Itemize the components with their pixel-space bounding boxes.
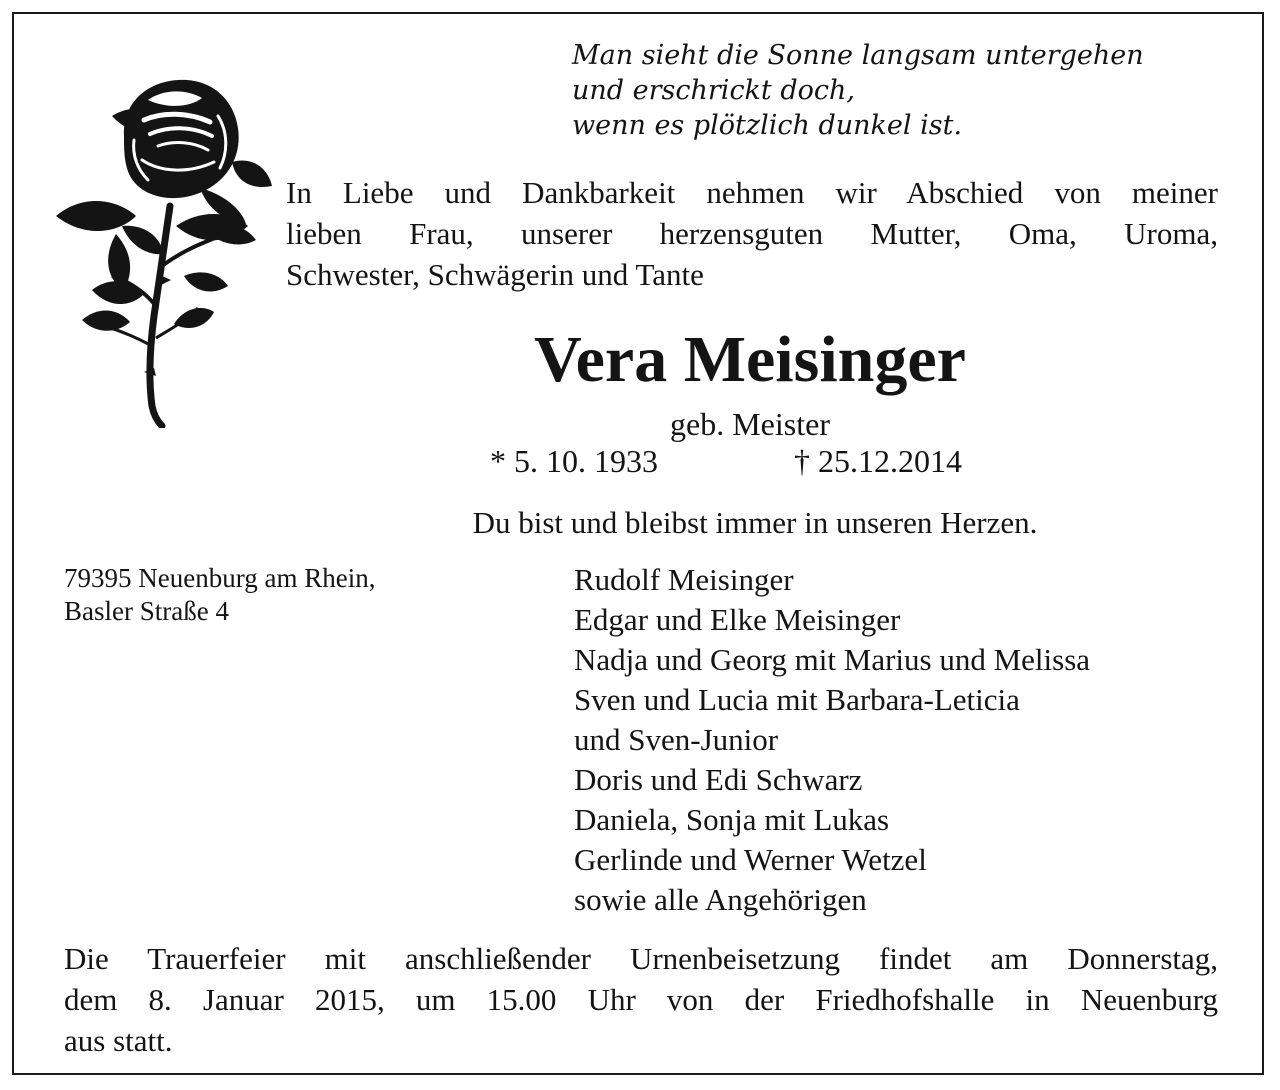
intro-line: lieben Frau, unserer herzensguten Mutter, Oma, Uroma, <box>286 216 1218 251</box>
poem <box>572 38 1232 143</box>
intro-line: Schwester, Schwägerin und Tante <box>286 257 704 292</box>
mourner-item: sowie alle Angehörigen <box>574 882 867 917</box>
address-line: Basler Straße 4 <box>64 596 229 626</box>
mourner-item: und Sven-Junior <box>574 722 779 757</box>
funeral-notice <box>64 938 1218 1061</box>
address <box>64 562 524 628</box>
mourner-item: Rudolf Meisinger <box>574 562 794 597</box>
mourner-item: Sven und Lucia mit Barbara-Leticia <box>574 682 1020 717</box>
deceased-name: Vera Meisinger <box>534 323 966 396</box>
funeral-line: dem 8. Januar 2015, um 15.00 Uhr von der Friedhofshalle in Neuenburg <box>64 982 1218 1017</box>
funeral-line: aus statt. <box>64 1023 173 1058</box>
mourners-list <box>574 560 1254 920</box>
motto: Du bist und bleibst immer in unseren Herzen. <box>472 505 1038 540</box>
address-line: 79395 Neuenburg am Rhein, <box>64 563 376 593</box>
mourner-item: Gerlinde und Werner Wetzel <box>574 842 927 877</box>
poem-line: wenn es plötzlich dunkel ist. <box>572 110 963 141</box>
birth-date: * 5. 10. 1933 <box>490 443 658 479</box>
maiden-name: geb. Meister <box>670 406 830 442</box>
intro-line: In Liebe und Dankbarkeit nehmen wir Abschied von meiner <box>286 175 1218 210</box>
funeral-line: Die Trauerfeier mit anschließender Urnenbeisetzung findet am Donnerstag, <box>64 941 1218 976</box>
mourner-item: Nadja und Georg mit Marius und Melissa <box>574 642 1091 677</box>
rose-icon <box>52 76 272 428</box>
poem-line: und erschrickt doch, <box>572 75 855 106</box>
mourner-item: Edgar und Elke Meisinger <box>574 602 901 637</box>
death-date: † 25.12.2014 <box>794 443 962 479</box>
intro-text <box>286 172 1218 295</box>
mourner-item: Doris und Edi Schwarz <box>574 762 863 797</box>
mourner-item: Daniela, Sonja mit Lukas <box>574 802 890 837</box>
poem-line: Man sieht die Sonne langsam untergehen <box>572 40 1144 71</box>
